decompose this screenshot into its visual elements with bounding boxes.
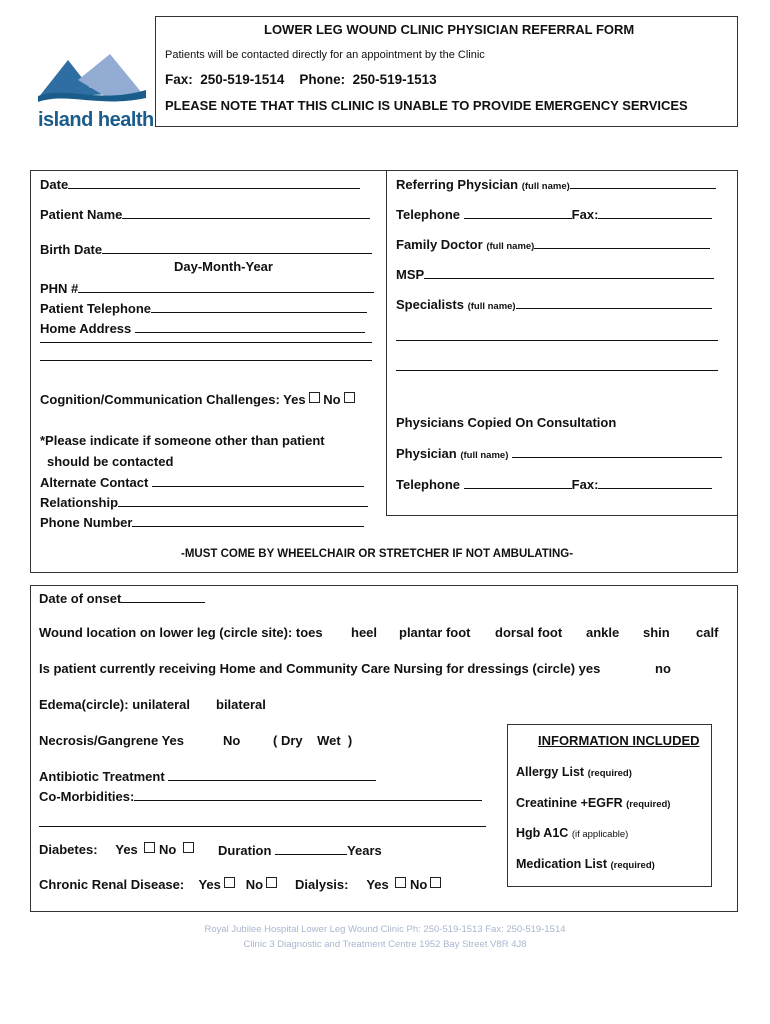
patient-name-label: Patient Name xyxy=(40,207,123,222)
comorbidities-line-2[interactable] xyxy=(39,826,486,827)
medication-list-label: Medication List xyxy=(516,857,607,871)
full-name-hint: (full name) xyxy=(486,241,535,252)
family-doctor-label: Family Doctor xyxy=(396,237,483,252)
msp-label: MSP xyxy=(396,267,425,282)
footer-line-1: Royal Jubilee Hospital Lower Leg Wound Clinic Ph: 250-519-1513 Fax: 250-519-1514 xyxy=(204,924,566,935)
medication-list-item[interactable] xyxy=(516,857,655,871)
comorbidities-label: Co-Morbidities: xyxy=(39,789,135,804)
emergency-notice: PLEASE NOTE THAT THIS CLINIC IS UNABLE TO PROVIDE EMERGENCY SERVICES xyxy=(165,98,688,113)
site-calf[interactable]: calf xyxy=(696,625,719,640)
renal-row xyxy=(39,877,277,892)
antibiotic-label: Antibiotic Treatment xyxy=(39,769,165,784)
specialists-line-3[interactable] xyxy=(396,370,718,371)
diabetes-no-label: No xyxy=(159,842,177,857)
date-of-onset-field[interactable] xyxy=(39,590,205,606)
diabetes-label: Diabetes: xyxy=(39,842,98,857)
island-health-logo xyxy=(38,50,154,131)
site-plantar-foot[interactable]: plantar foot xyxy=(399,625,471,640)
date-label: Date xyxy=(40,177,69,192)
necrosis-dry-wet[interactable]: ( Dry Wet ) xyxy=(273,733,353,748)
cognition-no-label: No xyxy=(323,392,341,407)
form-title: LOWER LEG WOUND CLINIC PHYSICIAN REFERRAL FORM xyxy=(264,22,635,37)
form-subtitle: Patients will be contacted directly for an appointment by the Clinic xyxy=(165,49,485,61)
copied-telephone-fax-field[interactable] xyxy=(396,476,712,492)
dialysis-no-checkbox[interactable] xyxy=(430,877,441,888)
years-label: Years xyxy=(347,843,382,858)
phone-number-label: Phone Number xyxy=(40,515,133,530)
wound-location-label: Wound location on lower leg (circle site): toes xyxy=(39,625,323,640)
address-line-3[interactable] xyxy=(40,360,372,361)
edema-label: Edema(circle): unilateral xyxy=(39,697,190,712)
phone-number-field[interactable] xyxy=(40,514,364,530)
dmy-hint: Day-Month-Year xyxy=(174,259,273,274)
home-address-field[interactable] xyxy=(40,320,365,336)
duration-field[interactable] xyxy=(218,842,382,858)
copied-telephone-label: Telephone xyxy=(396,477,461,492)
renal-yes-label: Yes xyxy=(198,877,221,892)
dialysis-label: Dialysis: xyxy=(295,877,349,892)
alternate-contact-label: Alternate Contact xyxy=(40,475,149,490)
fax-phone: Fax: 250-519-1514 Phone: 250-519-1513 xyxy=(165,72,437,87)
hgb-label: Hgb A1C xyxy=(516,826,569,840)
referring-physician-label: Referring Physician xyxy=(396,177,519,192)
diabetes-row xyxy=(39,842,194,857)
footer-line-2: Clinic 3 Diagnostic and Treatment Centre 1952 Bay Street V8R 4J8 xyxy=(243,939,527,950)
allergy-list-label: Allergy List xyxy=(516,765,585,779)
telephone-fax-field[interactable] xyxy=(396,206,712,222)
birth-date-field[interactable] xyxy=(40,241,372,257)
site-ankle[interactable]: ankle xyxy=(586,625,620,640)
diabetes-yes-checkbox[interactable] xyxy=(144,842,155,853)
renal-no-label: No xyxy=(245,877,264,892)
home-address-label: Home Address xyxy=(40,321,132,336)
edema-bilateral[interactable]: bilateral xyxy=(216,697,266,712)
site-dorsal-foot[interactable]: dorsal foot xyxy=(495,625,563,640)
birth-date-label: Birth Date xyxy=(40,242,103,257)
copied-fax-label: Fax: xyxy=(571,477,599,492)
family-doctor-field[interactable] xyxy=(396,236,710,252)
diabetes-no-checkbox[interactable] xyxy=(183,842,194,853)
renal-label: Chronic Renal Disease: xyxy=(39,877,185,892)
allergy-list-item[interactable] xyxy=(516,765,632,779)
dialysis-row xyxy=(295,877,441,892)
required-hint: (required) xyxy=(610,860,655,871)
cognition-no-checkbox[interactable] xyxy=(344,392,355,403)
site-shin[interactable]: shin xyxy=(643,625,670,640)
cognition-row xyxy=(40,392,355,407)
duration-label: Duration xyxy=(218,843,272,858)
specialists-line-2[interactable] xyxy=(396,340,718,341)
indicate-line-2: should be contacted xyxy=(47,454,174,469)
physicians-copied-heading: Physicians Copied On Consultation xyxy=(396,415,617,430)
telephone-label: Telephone xyxy=(396,207,461,222)
date-field[interactable] xyxy=(40,176,360,192)
patient-telephone-label: Patient Telephone xyxy=(40,301,151,316)
full-name-hint: (full name) xyxy=(460,450,509,461)
necrosis-no[interactable]: No xyxy=(223,733,241,748)
dialysis-no-label: No xyxy=(409,877,428,892)
copied-physician-field[interactable] xyxy=(396,445,722,461)
specialists-field[interactable] xyxy=(396,296,712,312)
hgb-item[interactable] xyxy=(516,826,628,840)
mountain-logo-icon xyxy=(38,50,148,106)
antibiotic-field[interactable] xyxy=(39,768,376,784)
referring-physician-field[interactable] xyxy=(396,176,716,192)
creatinine-item[interactable] xyxy=(516,796,670,810)
msp-field[interactable] xyxy=(396,266,714,282)
relationship-field[interactable] xyxy=(40,494,368,510)
phn-label: PHN # xyxy=(40,281,79,296)
home-care-label: Is patient currently receiving Home and Community Care Nursing for dressings (circle) yes xyxy=(39,661,601,676)
date-of-onset-label: Date of onset xyxy=(39,591,122,606)
full-name-hint: (full name) xyxy=(467,301,516,312)
address-line-2[interactable] xyxy=(40,342,372,343)
cognition-yes-checkbox[interactable] xyxy=(309,392,320,403)
relationship-label: Relationship xyxy=(40,495,119,510)
renal-no-checkbox[interactable] xyxy=(266,877,277,888)
renal-yes-checkbox[interactable] xyxy=(224,877,235,888)
indicate-line-1: *Please indicate if someone other than patient xyxy=(40,433,325,448)
patient-telephone-field[interactable] xyxy=(40,300,367,316)
phn-field[interactable] xyxy=(40,280,374,296)
home-care-no[interactable]: no xyxy=(655,661,671,676)
alternate-contact-field[interactable] xyxy=(40,474,364,490)
fax-label: Fax: xyxy=(571,207,599,222)
necrosis-label: Necrosis/Gangrene Yes xyxy=(39,733,185,748)
cognition-label: Cognition/Communication Challenges: Yes xyxy=(40,392,306,407)
required-hint: (required) xyxy=(587,768,632,779)
required-hint: (required) xyxy=(626,799,671,810)
site-heel[interactable]: heel xyxy=(351,625,378,640)
diabetes-yes-label: Yes xyxy=(115,842,138,857)
dialysis-yes-label: Yes xyxy=(366,877,389,892)
wheelchair-note: -MUST COME BY WHEELCHAIR OR STRETCHER IF NOT AMBULATING- xyxy=(181,548,574,560)
comorbidities-field[interactable] xyxy=(39,788,482,804)
patient-name-field[interactable] xyxy=(40,206,370,222)
if-applicable-hint: (if applicable) xyxy=(571,829,629,840)
info-included-heading: INFORMATION INCLUDED xyxy=(538,733,700,748)
specialists-label: Specialists xyxy=(396,297,464,312)
dialysis-yes-checkbox[interactable] xyxy=(395,877,406,888)
creatinine-label: Creatinine +EGFR xyxy=(516,796,623,810)
copied-physician-label: Physician xyxy=(396,446,457,461)
logo-text: island health xyxy=(38,109,154,131)
full-name-hint: (full name) xyxy=(521,181,570,192)
